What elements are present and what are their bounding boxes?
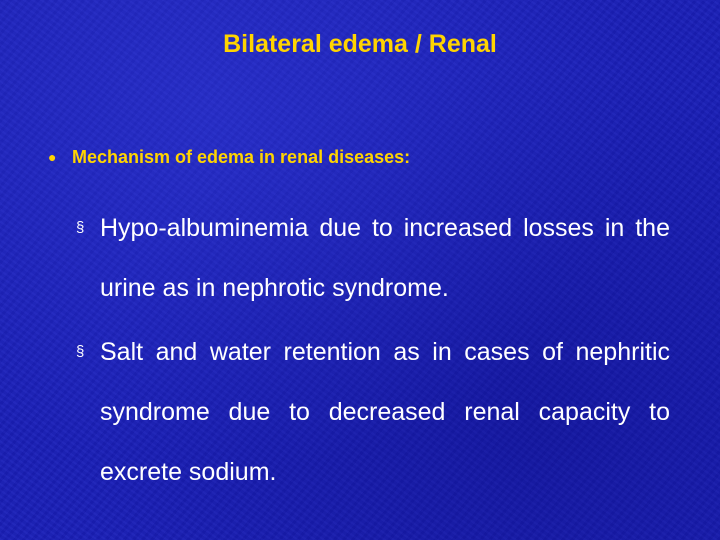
bullet-point-salt-water-retention — [76, 322, 670, 502]
slide-title: Bilateral edema / Renal — [223, 30, 497, 58]
section-bullet-icon: § — [76, 219, 85, 236]
bullet-point-text: Salt and water retention as in cases of nephritic syndrome due to decreased renal capacity to excrete sodium. — [100, 338, 670, 486]
section-bullet-icon: § — [76, 343, 85, 360]
mechanism-heading-text: Mechanism of edema in renal diseases: — [72, 147, 411, 167]
bullet-point-hypoalbuminemia — [76, 198, 670, 318]
round-bullet-icon: ● — [48, 149, 57, 165]
mechanism-heading — [48, 144, 688, 170]
bullet-point-text: Hypo-albuminemia due to increased losses in the urine as in nephrotic syndrome. — [100, 214, 670, 302]
